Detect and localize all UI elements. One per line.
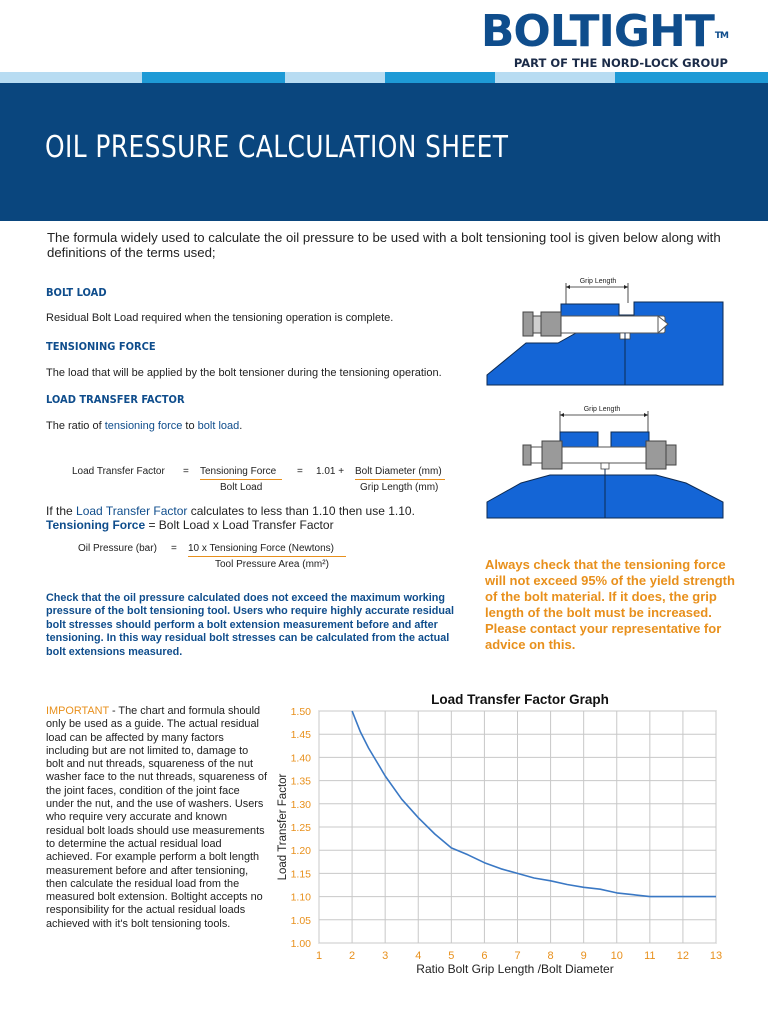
ltf-formula-eq2: =	[297, 466, 303, 477]
important-text: - The chart and formula should only be used as a guide. The actual residual load can be affected by many factors including but are not limited to, damage to bolt and nut threads, squareness of the nut washer face to the nut threads, squareness of the joint faces, condition of the joint face under the nut, and the use of washers. Users who require very accurate and known residual bolt loads should use measurements to determine the actual residual load achieved. For example perform a bolt length measurement before and after tensioning, then calculate the residual load from the measured bolt extension. Boltight accepts no responsibility for the actual residual loads achieved with it's bolt tensioning tools.	[46, 705, 267, 930]
y-tick-label: 1.10	[290, 891, 311, 904]
boltight-logo	[481, 8, 728, 70]
y-tick-label: 1.00	[290, 938, 311, 950]
x-tick-label: 4	[415, 950, 422, 962]
chart-title: Load Transfer Factor Graph	[431, 692, 609, 707]
x-tick-label: 5	[448, 950, 455, 962]
page-title: OIL PRESSURE CALCULATION SHEET	[45, 130, 509, 165]
rule-tf-rest: = Bolt Load x Load Transfer Factor	[145, 518, 334, 532]
ltf-formula-eq1: =	[183, 466, 189, 477]
rule-suffix: calculates to less than 1.10 then use 1.10.	[187, 504, 415, 518]
x-tick-label: 7	[514, 950, 521, 962]
bolt-load-heading: BOLT LOAD	[46, 286, 107, 299]
x-tick-label: 12	[676, 950, 690, 962]
ltf-definition	[46, 420, 242, 432]
ltf-formula-ratio-numerator: Bolt Diameter (mm)	[355, 466, 445, 480]
tensioning-force-heading: TENSIONING FORCE	[46, 340, 156, 353]
rule-ltf: Load Transfer Factor	[76, 504, 188, 518]
max-pressure-note: Check that the oil pressure calculated does not exceed the maximum working pressure of the bolt tensioning tool. Users who require highly accurate residual bolt stresses should perform a bolt extension measurement before and after tensioning. In this way residual bolt stresses can be calculated from the actual bolt extensions measured.	[46, 592, 454, 658]
ltf-def-to: to	[182, 420, 198, 432]
important-label: IMPORTANT	[46, 705, 109, 717]
bolt-joint-diagram-bottom	[486, 401, 724, 526]
y-tick-label: 1.25	[290, 822, 311, 834]
oil-formula-lhs: Oil Pressure (bar)	[78, 543, 157, 554]
load-transfer-factor-heading: LOAD TRANSFER FACTOR	[46, 393, 185, 406]
y-tick-label: 1.15	[290, 868, 311, 881]
logo-trademark: TM	[714, 31, 728, 41]
x-tick-label: 13	[709, 950, 723, 962]
bolt-joint-diagram-top	[486, 273, 724, 393]
grip-length-label-bottom: Grip Length	[583, 406, 621, 413]
bolt-joint-diagram-bottom-svg	[486, 401, 724, 521]
x-axis-label: Ratio Bolt Grip Length /Bolt Diameter	[416, 962, 614, 976]
y-tick-label: 1.20	[290, 845, 311, 858]
y-tick-label: 1.40	[290, 752, 311, 765]
ltf-def-tensioning-force: tensioning force	[104, 420, 183, 432]
x-tick-label: 6	[481, 950, 488, 962]
load-transfer-factor-chart	[270, 685, 730, 985]
title-banner	[0, 83, 768, 221]
ltf-formula-constant: 1.01 +	[316, 466, 345, 477]
rule-tf: Tensioning Force	[46, 518, 146, 532]
ltf-formula-lhs: Load Transfer Factor	[72, 466, 165, 477]
y-axis-label: Load Transfer Factor	[277, 773, 289, 881]
ltf-minimum-rule	[46, 504, 415, 518]
bolt-joint-diagram-top-svg	[486, 273, 724, 388]
x-tick-label: 2	[349, 950, 356, 962]
x-tick-label: 9	[580, 950, 587, 962]
ltf-def-prefix: The ratio of	[46, 420, 105, 432]
ltf-chart-svg	[270, 685, 730, 980]
rule-prefix: If the	[46, 504, 77, 518]
ltf-def-end: .	[239, 420, 243, 432]
logo-subtitle: PART OF THE NORD-LOCK GROUP	[513, 56, 728, 70]
x-tick-label: 11	[644, 950, 656, 962]
tensioning-force-formula	[46, 518, 334, 532]
x-tick-label: 1	[315, 950, 323, 962]
y-tick-label: 1.45	[290, 729, 311, 742]
oil-formula-numerator: 10 x Tensioning Force (Newtons)	[188, 543, 346, 557]
grip-length-label-top: Grip Length	[579, 278, 617, 285]
ltf-formula-ratio-denominator: Grip Length (mm)	[360, 482, 439, 493]
tensioning-force-definition: The load that will be applied by the bolt tensioner during the tensioning operation.	[46, 367, 442, 379]
y-tick-label: 1.30	[290, 798, 311, 811]
ltf-formula-numerator: Tensioning Force	[200, 466, 282, 480]
header-stripe	[0, 72, 768, 83]
y-tick-label: 1.05	[290, 914, 311, 927]
x-tick-label: 3	[382, 950, 389, 962]
oil-formula-eq: =	[171, 543, 177, 554]
oil-formula-denominator: Tool Pressure Area (mm²)	[215, 559, 329, 570]
ltf-def-bolt-load: bolt load	[197, 420, 240, 432]
y-tick-label: 1.50	[290, 706, 311, 718]
bolt-load-definition: Residual Bolt Load required when the tensioning operation is complete.	[46, 312, 394, 324]
y-tick-label: 1.35	[290, 775, 311, 788]
intro-paragraph: The formula widely used to calculate the oil pressure to be used with a bolt tensioning tool is given below along with definitions of the terms used;	[47, 230, 721, 260]
logo-wordmark: BOLTIGHT	[480, 6, 714, 57]
important-disclaimer	[46, 705, 268, 931]
x-tick-label: 8	[547, 950, 554, 962]
yield-strength-warning: Always check that the tensioning force will not exceed 95% of the yield strength of the bolt material. If it does, the grip length of the bolt must be increased. Please contact your representative for advice on this.	[485, 557, 735, 652]
x-tick-label: 10	[610, 950, 623, 962]
ltf-formula-denominator: Bolt Load	[220, 482, 263, 493]
